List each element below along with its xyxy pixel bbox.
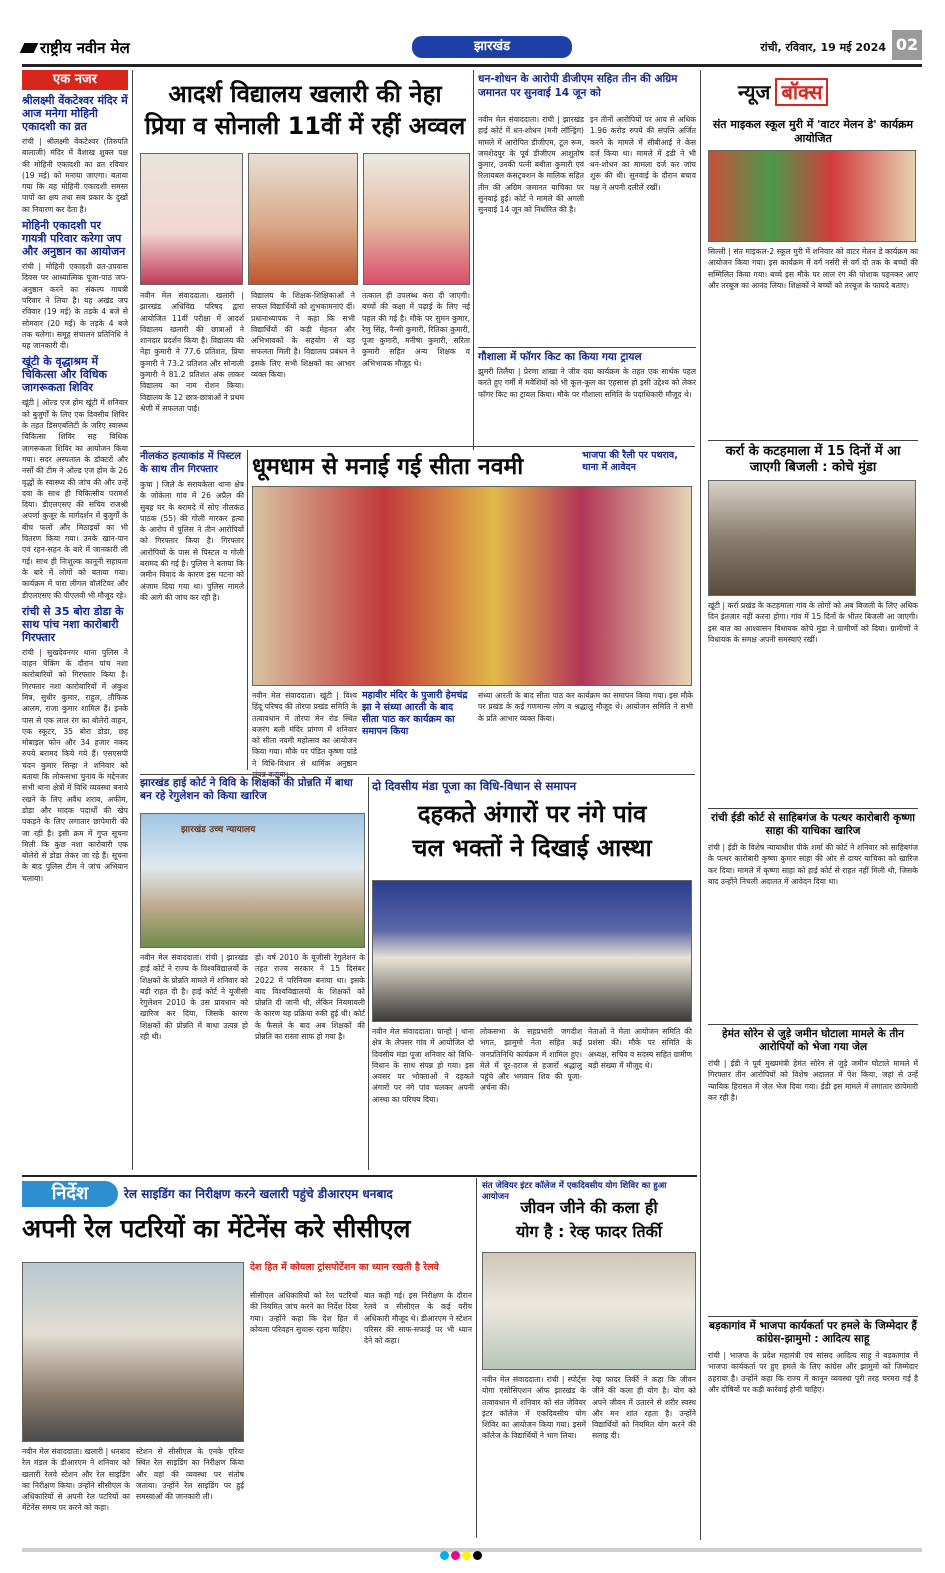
rail-red-kicker: [250, 1262, 472, 1286]
yoga-camp-photo: [482, 1252, 696, 1370]
black-dot: [473, 1551, 482, 1560]
left-column: [22, 94, 128, 1169]
page-number: 02: [892, 30, 922, 60]
story-body: रांची | भाजपा के प्रदेश महामंत्री एवं सांसद आदित्य साहू ने बड़कागांव में भाजपा कार्यकर्ता पर हुए हमले के लिए कांग्रेस और झामुमो को जिम्मेदार ठहराया है। उन्होंने कहा कि राज्य में कानून व्यवस्था पूरी तरह चरमरा गई है और दोषियों पर कड़ी कार्रवाई होनी चाहिए।: [708, 1351, 918, 1394]
headline-line: दहकते अंगारों पर नंगे पांव: [417, 800, 647, 828]
story-body: रांची | ईडी ने पूर्व मुख्यमंत्री हेमंत सोरेन से जुड़े जमीन घोटाले मामले में गिरफ्तार तीन आरोपियों को विशेष अदालत में पेश किया, जहां से उन्हें न्यायिक हिरासत में जेल भेज दिया गया। ईडी इस मामले में लगातार छापेमारी कर रही है।: [708, 1059, 918, 1102]
divider: [708, 1316, 918, 1317]
bjp-rally-headline: [582, 450, 696, 484]
student-photo-3: [363, 153, 470, 285]
dgm-body-2: इन तीनों आरोपियों पर आय से अधिक 1.96 करोड़ रुपये की संपत्ति अर्जित करने के मामले में सीबीआई ने केस दर्ज किया था। मामले में इडी ने भी धन-शोधन का मामला दर्ज कर जांच शुरू की थी। सुनवाई के दौरान बचाव पक्ष ने अपनी दलीलें रखीं।: [590, 115, 696, 192]
sita-navmi-photo: [252, 486, 692, 686]
side-body: कुचा | जिले के सरायकेला थाना क्षेत्र के जोकेला गांव में 26 अप्रैल की सुबह घर के बरामदे में सोए नीलकंठ पाठक (55) की गोली मारकर हत्या के आरोप में पुलिस ने तीन आरोपियों को गिरफ्तार किया है। गिरफ्तार आरोपियों के पास से पिस्टल व गोली बरामद की गई है। पुलिस ने बताया कि जमीन विवाद के कारण इस घटना को अंजाम दिया गया था। पुलिस मामले की आगे की जांच कर रही है।: [140, 480, 244, 602]
caption-headline: महावीर मंदिर के पुजारी हेमचंद्र झा ने संध्या आरती के बाद सीता पाठ कर कार्यक्रम का समापन किया: [362, 690, 468, 737]
right-story-2: [708, 444, 918, 804]
fire-walk-photo: [372, 880, 692, 1022]
fire-body-3: नेताओं ने मेला आयोजन समिति की प्रशंसा की। मौके पर समिति के अध्यक्ष, सचिव व सदस्य सहित ग्रामीण बड़ी संख्या में मौजूद थे।: [588, 1027, 692, 1070]
color-registration-marks: [440, 1545, 484, 1564]
rail-body-1: नवीन मेल संवाददाता। खलारी | धनबाद रेल मंडल के डीआरएम ने शनिवार को खलारी रेलवे स्टेशन और रेल साइडिंग का निरीक्षण किया। उन्होंने सीसीएल के अधिकारियों से अपनी रेल पटरियों का मेंटेनेंस समय पर करने को कहा।: [22, 1447, 130, 1513]
divider: [368, 777, 369, 1170]
headline-line: प्रिया व सोनाली 11वीं में रहीं अव्वल: [144, 112, 466, 140]
brief-headline: रांची से 35 बोरा डोडा के साथ पांच नशा कारोबारी गिरफ्तार: [22, 604, 124, 644]
katahmala-photo: [708, 480, 916, 596]
drm-inspection-photo: [22, 1262, 244, 1442]
rail-headline: अपनी रेल पटरियों का मेंटेनेंस करे सीसीएल: [22, 1214, 411, 1243]
sita-navmi-headline: धूमधाम से मनाई गई सीता नवमी: [252, 454, 524, 480]
story-body: खूंटी | कर्रा प्रखंड के कटहमाला गांव के लोगों को अब बिजली के लिए अधिक दिन इंतजार नहीं करना होगा। गांव में 15 दिनों के भीतर बिजली आ जाएगी। इस बात का आश्वासन विधायक कोचे मुंडा ने ग्रामीणों को दिया। ग्रामीणों ने विधायक के समक्ष अपनी समस्याएं रखीं।: [708, 601, 918, 644]
headline-text: धन-शोधन के आरोपी डीजीएम सहित तीन की अग्रिम जमानत पर सुनवाई 14 जून को: [478, 73, 678, 99]
dgm-body-1: नवीन मेल संवाददाता। रांची | झारखंड हाई कोर्ट में धन-शोधन (मनी लॉन्ड्रिंग) मामले में आरोपित डीजीएम, टूल रूम, जमशेदपुर के पूर्व डीजीएम आशुतोष कुमार, उनकी पत्नी बबीता कुमारी एवं रिलायबल कंसट्रक्शन के मालिक सहित तीन की अग्रिम जमानत याचिका पर सुनवाई हुई। कोर्ट ने मामले की अगली सुनवाई 14 जून को निर्धारित की है।: [478, 115, 584, 215]
divider: [247, 450, 248, 770]
divider: [708, 1024, 918, 1025]
rail-body-2: स्टेशन से सीसीएल के एनके एरिया स्थित रेल साइडिंग का निरीक्षण किया और वहां की व्यवस्था पर संतोष जताया। उन्होंने रेल साइडिंग पर हुई समस्याओं की जानकारी ली।: [136, 1447, 244, 1502]
right-story-3: [708, 812, 918, 1022]
topper-body-3: तत्काल ही उपलब्ध करा दी जाएगी। बच्चों की कक्षा में पढ़ाई के लिए नई पहल की गई है। मौके पर सुमन कुमार, रेणु सिंह, नैन्सी कुमारी, रितिका कुमारी, पूजा कुमारी, मनीषा कुमारी, सरिता कुमारी सहित अन्य शिक्षक व अभिभावक मौजूद थे।: [362, 291, 470, 368]
brief-headline: खूंटी के वृद्धाश्रम में चिकित्सा और विधिक जागरूकता शिविर: [22, 355, 107, 395]
divider: [132, 70, 133, 1170]
fire-kicker: दो दिवसीय मंडा पूजा का विधि-विधान से समापन: [372, 779, 577, 793]
court-signboard: झारखंड उच्च न्यायालय: [181, 825, 256, 835]
cyan-dot: [440, 1551, 449, 1560]
divider: [700, 70, 701, 1540]
news-box-label: न्यूज: [738, 80, 771, 104]
headline-text: संत माइकल स्कूल मुरी में 'वाटर मेलन डे' कार्यक्रम आयोजित: [712, 118, 914, 145]
fire-body-2: लोकसभा के सहप्रभारी जगदीश भगत, झामुमो नेता सहित कई जनप्रतिनिधि कार्यक्रम में शामिल हुए। मेले में दूर-दराज से हजारों श्रद्धालु पहुंचे और भगवान शिव की पूजा-अर्चना की।: [480, 1027, 582, 1093]
headline-line: आदर्श विद्यालय खलारी की नेहा: [168, 80, 442, 108]
fire-headline: [372, 797, 692, 873]
headline-text: रांची ईडी कोर्ट से साहिबगंज के पत्थर कारोबारी कृष्णा साहा की याचिका खारिज: [711, 812, 915, 837]
story-body: रांची | ईडी के विशेष न्यायाधीश पीके शर्मा की कोर्ट ने शनिवार को साहिबगंज के पत्थर कारोबारी कृष्णा कुमार साहा की ओर से दायर याचिका को खारिज कर दिया। मामले में कृष्णा साहा को हाई कोर्ट से राहत नहीं मिली थी, जिसके बाद उन्होंने निचली अदालत में आवेदन दिया था।: [708, 843, 918, 886]
rail-body-4: बात कही गई। इस निरीक्षण के दौरान रेलवे व सीसीएल के कई वरीय अधिकारी मौजूद थे। डीआरएम ने स्टेशन परिसर की साफ-सफाई पर भी ध्यान देने को कहा।: [364, 1291, 472, 1346]
flag-icon: [20, 43, 39, 53]
brief-headline: मोहिनी एकादशी पर गायत्री परिवार करेगा जप और अनुष्ठान का आयोजन: [22, 219, 126, 259]
sita-body-1: नवीन मेल संवाददाता। खूंटी | विश्व हिंदू परिषद की तोरपा प्रखंड समिति के तत्वावधान में तोरपा मेन रोड स्थित बजरंग बली मंदिर प्रांगण में शनिवार को सीता नवमी महोत्सव का आयोजन किया गया। मौके पर पंडित कृष्णा पांडे ने विधि-विधान से धार्मिक अनुष्ठान: [252, 691, 357, 768]
section-label: झारखंड: [412, 36, 572, 58]
yoga-body-2: रेव्ह फादर तिर्की ने कहा कि जीवन जीने की कला ही योग है। योग को अपने जीवन में उतारने से शरीर स्वस्थ और मन शांत रहता है। उन्होंने विद्यार्थियों को नियमित योग करने की सलाह दी।: [592, 1375, 696, 1441]
magenta-dot: [451, 1551, 460, 1560]
court-headline: [140, 777, 365, 817]
divider: [22, 1175, 697, 1177]
yoga-kicker: संत जेवियर इंटर कॉलेज में एकदिवसीय योग शिविर का हुआ आयोजन: [482, 1181, 667, 1202]
masthead-rule: [22, 64, 922, 67]
dgm-headline: [478, 72, 696, 112]
paper-name: राष्ट्रीय नवीन मेल: [22, 38, 130, 58]
fire-body-1: नवीन मेल संवाददाता। चान्हो | थाना क्षेत्र के लेपसर गांव में आयोजित दो दिवसीय मंडा पूजा शनिवार को विधि-विधान के साथ संपन्न हो गया। इस अवसर पर भोक्ताओं ने दहकते अंगारों पर नंगे पांव चलकर अपनी आस्था का परिचय दिया।: [372, 1027, 474, 1104]
headline-text: हेमंत सोरेन से जुड़े जमीन घोटाला मामले के तीन आरोपियों को भेजा गया जेल: [722, 1028, 904, 1053]
fogger-headline: गौशाला में फॉगर किट का किया गया ट्रायल: [478, 351, 642, 363]
yellow-dot: [462, 1551, 471, 1560]
ek-nazar-tag: एक नजर: [22, 70, 128, 90]
news-box-accent: बॉक्स: [775, 78, 828, 106]
brief-body: रांची | सुखदेवनगर थाना पुलिस ने वाहन चेकिंग के दौरान पांच नशा कारोबारियों को गिरफ्तार किया है। गिरफ्तार नशा कारोबारियों में अंकुश मित्र, सुधीर कुमार, राहुल, तौफिक आलम, राजा कुमार शामिल हैं। इनके पास से एक लाल रंग का बोलेरो वाहन, एक स्कूटर, 35 बोरा डोडा, छह मोबाइल फोन और 34 हजार नकद रुपये बरामद किये गये हैं। एसएसपी चंदन कुमार सिन्हा ने शनिवार को बताया कि लोकसभा चुनाव के मद्देनजर सभी थाना क्षेत्रों में विधि व्यवस्था बनाये रखने के लिए अवैध शराब, अफीम, डोडा और मादक पदार्थों की खेप पकड़ने के लिए लगातार छापेमारी की जा रही है। इसी क्रम में गुप्त सूचना मिली कि कुछ नशा कारोबारी एक बोलेरो से डोडा लेकर जा रहे हैं। सूचना के बाद पुलिस टीम ने जांच अभियान चलाया।: [22, 647, 128, 883]
yoga-body-1: नवीन मेल संवाददाता। रांची | स्पोर्ट्स योगा एसोसिएशन ऑफ झारखंड के तत्वावधान में शनिवार को संत जेवियर इंटर कॉलेज में एकदिवसीय योग शिविर का आयोजन किया गया। इसमें कॉलेज के विद्यार्थियों ने भाग लिया।: [482, 1375, 586, 1441]
masthead: [22, 30, 922, 66]
brief-body: रांची | मोहिनी एकादशी व्रत-उपवास दिवस पर आध्यात्मिक पूजा-पाठ जप-अनुष्ठान करने का संकल्प गायत्री परिवार ने लिया है। यह अखंड जप रविवार (19 मई) के तड़के 4 बजे से सोमवार (20 मई) के तड़के 4 बजे तक चलेगा। समूह संचालन प्रतिनिधि ने यह जानकारी दी।: [22, 262, 128, 351]
topper-body-2: विद्यालय के शिक्षक-शिक्षिकाओं ने सफल विद्यार्थियों को शुभकामनाएं दीं। प्रधानाध्यापक ने कहा कि सभी विद्यार्थियों की कड़ी मेहनत और अभिभावकों के सहयोग से यह सफलता मिली है। विद्यालय प्रबंधन ने इसके लिए सभी शिक्षकों का आभार व्यक्त किया।: [251, 291, 355, 380]
student-photo-2: [248, 153, 358, 285]
topper-headline: [140, 78, 470, 150]
headline-line: योग है : रेव्ह फादर तिर्की: [515, 1222, 663, 1241]
news-box-title: [738, 78, 918, 114]
brief-body: रांची | श्रीलक्ष्मी वेंकटेश्वर (तिरुपति बालाजी) मंदिर में वैशाख शुक्ल पक्ष की मोहिनी एकादशी का व्रत रविवार (19 मई) को मनाया जाएगा। बताया गया कि यह मोहिनी एकादशी समस्त पापों का क्षय तथा सब प्रकार के दुखों का निवारण कर देता है।: [22, 137, 128, 214]
headline-text: बड़कागांव में भाजपा कार्यकर्ता पर हमले के जिम्मेदार हैं कांग्रेस-झामुमो : आदित्य साहू: [709, 1320, 917, 1345]
watermelon-day-photo: [708, 150, 916, 242]
headline-text: झारखंड हाई कोर्ट ने विवि के शिक्षकों की प्रोन्नति में बाधा बन रहे रेगुलेशन को किया खारिज: [140, 777, 353, 802]
dateline: रांची, रविवार, 19 मई 2024: [760, 41, 886, 54]
divider: [140, 446, 695, 447]
divider: [140, 774, 695, 775]
divider: [708, 808, 918, 809]
side-headline: नीलकंठ हत्याकांड में पिस्टल के साथ तीन गिरफ्तार: [140, 451, 242, 475]
nilkanth-story: [140, 450, 244, 772]
sita-body-2: संध्या आरती के बाद सीता पाठ कर कार्यक्रम का समापन किया गया। इस मौके पर प्रखंड के कई गणमान्य लोग व श्रद्धालु मौजूद थे। आयोजन समिति ने सभी के प्रति आभार व्यक्त किया।: [478, 691, 693, 723]
divider: [473, 70, 474, 450]
headline-line: चल भक्तों ने दिखाई आस्था: [412, 834, 652, 862]
headline-text: कर्रा के कटहमाला में 15 दिनों में आ जाएगी बिजली : कोचे मुंडा: [725, 444, 901, 475]
rail-kicker: रेल साइडिंग का निरीक्षण करने खलारी पहुंचे डीआरएम धनबाद: [124, 1187, 393, 1201]
red-kicker-text: देश हित में कोयला ट्रांसपोर्टेशन का ध्यान रखती है रेलवे: [250, 1262, 439, 1273]
court-body-2: हो। वर्ष 2010 के यूजीसी रेगुलेशन के तहत राज्य सरकार ने 15 दिसंबर 2022 में परिनियम बनाया था। इसके बाद विश्वविद्यालयों के शिक्षकों को प्रोन्नति दी जानी थी, लेकिन नियमावली के कारण यह प्रक्रिया रुकी हुई थी। कोर्ट के फैसले के बाद अब शिक्षकों की प्रोन्नति का रास्ता साफ हो गया है।: [255, 953, 365, 1042]
high-court-photo: [140, 813, 365, 948]
headline-line: जीवन जीने की कला ही: [520, 1198, 658, 1217]
divider: [478, 347, 696, 348]
topper-body-1: नवीन मेल संवाददाता। खलारी | झारखंड अधिविद्य परिषद द्वारा आयोजित 11वीं परीक्षा में आदर्श विद्यालय खलारी की छात्राओं ने शानदार प्रदर्शन किया है। विद्यालय की नेहा कुमारी ने 77.6 प्रतिशत, प्रिया कुमारी ने 73.2 प्रतिशत और सोनाली कुमारी ने 81.2 प्रतिशत अंक लाकर विद्यालय का नाम रोशन किया। विद्यालय के 12 छात्र-छात्राओं ने प्रथम श्रेणी में सफलता पाई।: [140, 291, 244, 413]
brief-body: खूंटी | ओल्ड एज होम खूंटी में शनिवार को बुजुर्गों के लिए एक दिवसीय शिविर के तहत डिसएबलिटी के जरिए स्वास्थ्य चिकित्सा शिविर सह विधिक जागरूकता शिविर का आयोजन किया गया। सदर अस्पताल के डॉक्टरों और नर्सों की टीम ने ओल्ड एज होम के 26 वृद्धों के स्वास्थ्य की जांच की और उन्हें दवा के साथ ही चिकित्सीय परामर्श दिया। डीएलएसए की सचिव राजश्री अपर्णा कुजूर के मार्गदर्शन में बुजुर्गों के बीच फलों और मिठाइयों का भी वितरण किया गया। उनके खान-पान एवं रहन-सहन के बारे में जानकारी ली गई। साथ ही निःशुल्क कानूनी सहायता के बारे में लोगों को बताया गया। कार्यक्रम में पारा लीगल वॉलंटियर और डीएलएसए की पीएलवी भी मौजूद रहे।: [22, 398, 128, 600]
story-body: सिल्ली | संत माइकल-2 स्कूल मुरी में शनिवार को वाटर मेलन डे कार्यक्रम का आयोजन किया गया। इस कार्यक्रम में वर्ग नर्सरी से वर्ग दो तक के बच्चों की सम्मिलित किया गया। बच्चे इस मौके पर लाल रंग की पोशाक पहनकर आए और तरबूज का आनंद लिया। शिक्षकों ने बच्चों को तरबूज के फायदे बताए।: [708, 247, 918, 290]
right-story-5: [708, 1320, 918, 1538]
brief-headline: श्रीलक्ष्मी वेंकटेश्वर मंदिर में आज मनेगा मोहिनी एकादशी का व्रत: [22, 94, 128, 133]
yoga-headline: [482, 1196, 696, 1248]
sita-caption: [362, 690, 472, 770]
rail-body-3: सीसीएल अधिकारियों को रेल पटरियों की नियमित जांच करने का निर्देश दिया गया। उन्होंने कहा कि देश हित में कोयला परिवहन सुचारू रहना चाहिए।: [250, 1291, 358, 1334]
fogger-body: झुमरी तिलैया | प्रेरणा शाखा ने जीव दया कार्यक्रम के तहत एक सार्थक पहल करते हुए गर्मी में मवेशियों को भी कूल-कूल का एहसास हो इसी उद्देश्य को लेकर फॉगर किट का ट्रायल किया। मौके पर गौशाला समिति के पदाधिकारी मौजूद थे।: [478, 367, 696, 399]
headline-text: भाजपा की रैली पर पथराव, थाना में आवेदन: [582, 450, 678, 473]
divider: [476, 1178, 477, 1538]
nirdesh-tag: निर्देश: [22, 1181, 118, 1207]
divider: [708, 440, 918, 441]
student-photo-1: [140, 153, 243, 285]
right-story-4: [708, 1028, 918, 1228]
court-body-1: नवीन मेल संवाददाता। रांची | झारखंड हाई कोर्ट ने राज्य के विश्वविद्यालयों के शिक्षकों के प्रोन्नति मामले में शनिवार को बड़ी राहत दी है। हाई कोर्ट ने यूजीसी रेगुलेशन 2010 के उस प्रावधान को खारिज कर दिया, जिसके कारण शिक्षकों की प्रोन्नति में बाधा उत्पन्न हो रही थी।: [140, 953, 248, 1042]
